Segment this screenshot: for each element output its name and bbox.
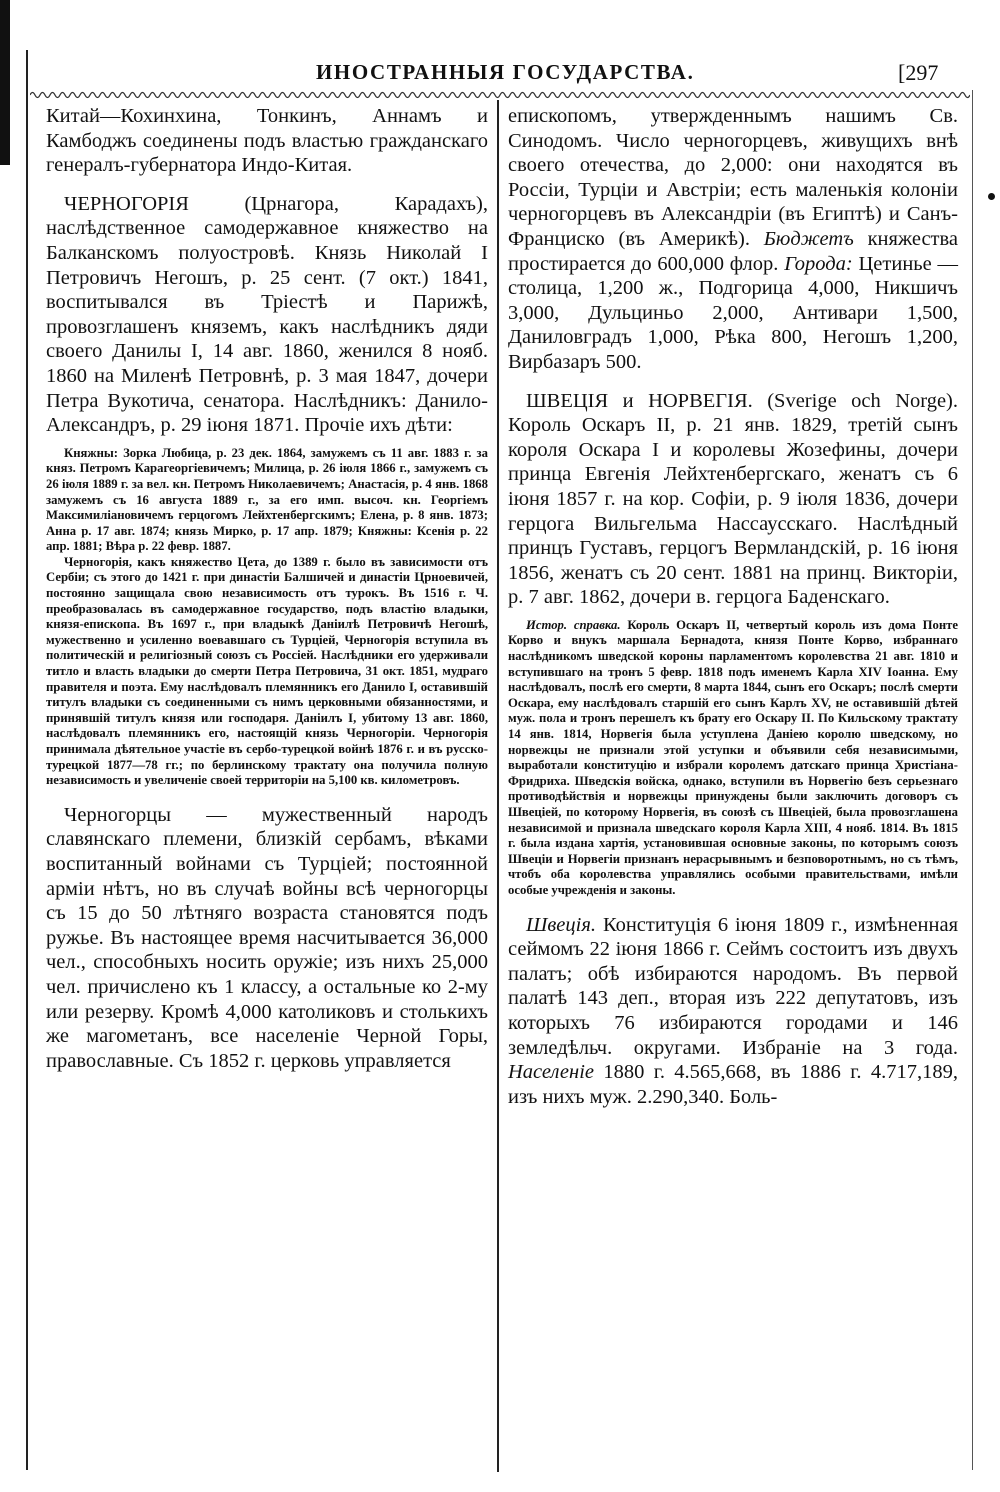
constitution-text: Конституція 6 іюня 1809 г., измѣненная сеймомъ 22 іюня 1866 г. Сеймъ состоитъ изъ двухъ палатъ; обѣ избираются народомъ. Въ первой палатѣ 143 деп., вторая изъ 222 депутатовъ, изъ которыхъ 76 избираются городами и 146 земледѣльч. округами. Избраніе на 3 года.	[508, 913, 959, 1059]
sweden-constitution-paragraph	[508, 913, 958, 1110]
sweden-label: Швеція.	[526, 913, 596, 936]
budget-label: Бюджетъ	[763, 227, 854, 250]
scan-edge-bar	[0, 0, 10, 165]
montenegro-ruler-text: наслѣдственное самодержавное княжество на Балканскомъ полуостровѣ. Князь Николай I Петровичъ Негошъ, р. 25 сент. (7 окт.) 1841, воспитывался въ Тріестѣ и Парижѣ, провозглашенъ княземъ, какъ наслѣдникъ дяди своего Данилы I, 14 авг. 1860, женился 8 нояб. 1860 на Миленѣ Петровнѣ, р. 3 мая 1847, дочери Петра Вукотича, сенатора. Наслѣдникъ: Данило-Александръ, р. 29 іюня 1871. Прочіе ихъ дѣти:	[46, 217, 488, 437]
sweden-norway-heading: ШВЕЦІЯ и НОРВЕГІЯ.	[526, 389, 753, 412]
population-text: 1880 г. 4.565,668, въ 1886 г. 4.717,189, изъ нихъ муж. 2.290,340. Боль-	[508, 1061, 959, 1108]
sweden-history-text: Король Оскаръ II, четвертый король изъ дома Понте Корво и внукъ маршала Бернадота, князя Понте Корво, избраннаго наслѣдникомъ шведской короны парламентомъ королевства 21 авг. 1810 и вступившаго на тронъ 5 февр. 1818 подъ именемъ Карла XIV Іоанна. Ему наслѣдовалъ, послѣ его смерти, 8 марта 1844, сынъ его Оскаръ; послѣ смерти Оскара, ему наслѣдовалъ старшій его сынъ Карлъ XV, не оставившій дѣтей муж. пола и тронъ перешелъ къ брату его Оскару II. По Кильскому трактату 14 янв. 1814, Норвегія была уступлена Даніею королю шведскому, но норвежцы не признали этой уступки и объявили себя независимыми, выработали конституцію и избрали королемъ датскаго принца Христіана-Фридриха. Шведскія войска, однако, вступили въ Норвегію безъ серьезнаго противодѣйствія и норвежцы принуждены были заключить договоръ съ Швеціей, по которому Норвегія, въ союзѣ съ Швеціей, была провозглашена независимой и признала шведскаго короля Карла XIII, 4 нояб. 1814. Въ 1815 г. была издана хартія, установившая основные законы, по которымъ союзъ Швеціи и Норвегіи признанъ нерасрывнымъ и безповоротнымъ, но съ тѣмъ, чтобъ оба королевства управлялись особыми правительствами, имѣли особые учрежденія и законы.	[508, 617, 959, 897]
page-number: [297	[898, 60, 939, 85]
montenegro-heading: ЧЕРНОГОРІЯ (Црнагора, Карадахъ),	[64, 192, 488, 215]
column-divider	[497, 100, 499, 1472]
paragraph-china: Китай—Кохинхина, Тонкинъ, Аннамъ и Камбоджъ соединены подъ властью гражданскаго генералъ-губернатора Индо-Китая.	[46, 105, 488, 177]
montenegro-children-note: Княжны: Зорка Любица, р. 23 дек. 1864, замужемъ съ 11 авг. 1883 г. за княз. Петромъ Карагеоргіевичемъ; Милица, р. 26 іюля 1866 г., замужемъ съ 26 іюля 1889 г. за вел. кн. Петромъ Николаевичемъ; Анастасія, р. 4 янв. 1868 замужемъ съ 16 августа 1889 г., за его имп. высоч. кн. Георгіемъ Максимиліановичемъ герцогомъ Лейхтенбергскимъ; Елена, р. 8 янв. 1873; Анна р. 17 авг. 1874; князь Мирко, р. 17 апр. 1879; Княжны: Ксенія р. 22 апр. 1881; Вѣра р. 22 февр. 1887.	[46, 445, 488, 554]
montenegro-church-paragraph	[508, 104, 958, 375]
montenegro-people-paragraph: Черногорцы — мужественный народъ славянскаго племени, близкій сербамъ, вѣками воспитанный войнами съ Турціей; постоянной арміи нѣтъ, но въ случаѣ войны всѣ черногорцы съ 15 до 50 лѣтняго возраста становятся подъ ружье. Въ настоящее время насчитывается 36,000 чел., способныхъ носить оружіе; изъ нихъ 25,000 чел. причислено къ 1 классу, а остальные ко 2-му или резерву. Кромѣ 4,000 католиковъ и столькихъ же магометанъ, все населеніе Черной Горы, православные. Съ 1852 г. церковь управляется	[46, 803, 488, 1072]
right-frame-rule	[972, 90, 973, 1470]
right-column	[508, 104, 958, 1109]
page-header	[30, 60, 970, 90]
history-label: Истор. справка.	[526, 617, 621, 632]
towns-label: Города:	[784, 252, 853, 275]
margin-dot	[988, 193, 995, 200]
left-column	[46, 104, 488, 1073]
running-title: ИНОСТРАННЫЯ ГОСУДАРСТВА.	[316, 60, 695, 84]
budget-text: княжества простирается до 600,000 флор.	[508, 227, 959, 275]
church-text: епископомъ, утвержденнымъ нашимъ Св. Синодомъ. Число черногорцевъ, живущихъ внѣ своего отечества, до 2,000: они находятся въ Россіи, Турціи и Австріи; есть маленькія колоніи черногорцевъ въ Александріи (въ Египтѣ) и Санъ-Франциско (въ Америкѣ).	[508, 105, 958, 250]
sweden-history-note	[508, 618, 958, 899]
entry-sweden-norway	[508, 389, 958, 610]
population-label: Населеніе	[508, 1061, 594, 1084]
montenegro-history-note: Черногорія, какъ княжество Цета, до 1389 г. было въ зависимости отъ Сербіи; съ этого до 1421 г. при династіи Балшичей и династіи Црноевичей, постоянно защищала свою независимость отъ турокъ. Въ 1516 г. Ч. преобразовалась въ самодержавное государство, подъ властію владыки, князя-епископа. Въ 1697 г., при владыкѣ Даніилѣ Петровичѣ Негошѣ, мужественно и усиленно воевавшаго съ Турціей, Черногорія вступила въ политическій и религіозный союзъ съ Россіей. Наслѣдники его удерживали титло и власть владыки до смерти Петра Петровича, 31 окт. 1851, мудраго правителя и поэта. Ему наслѣдовалъ племянникъ его Данило I, оставившій титулъ владыки съ соединенными съ нимъ церковными обязанностями, и принявшій титулъ князя или господаря. Даніилъ I, убитому 13 авг. 1860, наслѣдовалъ племянникъ его, настоящій князь Черногоріи. Черногорія принимала дѣятельное участіе въ сербо-турецкой войнѣ 1876 г. и въ русско-турецкой 1877—78 гг.; по берлинскому трактату она получила полную независимость и увеличеніе своей территоріи на 5,100 кв. километровъ.	[46, 554, 488, 788]
sweden-king-text: (Sverige och Norge). Король Оскаръ II, р. 21 янв. 1829, третій сынъ короля Оскара I и королевы Жозефины, дочери принца Евгенія Лейхтенбергскаго, женатъ съ 6 іюня 1857 г. на кор. Софіи, р. 9 іюля 1836, дочери герцога Вильгельма Нассаусскаго. Наслѣдный принцъ Густавъ, герцогъ Вермландскій, р. 16 іюня 1856, женатъ съ 20 сент. 1881 на принц. Викторіи, р. 7 авг. 1862, дочери в. герцога Баденскаго.	[508, 389, 959, 609]
towns-text: Цетинье — столица, 1,200 ж., Подгорица 4,000, Никшичъ 3,000, Дульциньо 2,000, Антивари 1,500, Даниловградъ 1,000, Рѣка 800, Негошъ 1,200, Вирбазаръ 500.	[508, 252, 958, 373]
header-wavy-rule	[30, 90, 970, 100]
entry-montenegro	[46, 192, 488, 438]
left-frame-rule	[26, 50, 28, 1470]
